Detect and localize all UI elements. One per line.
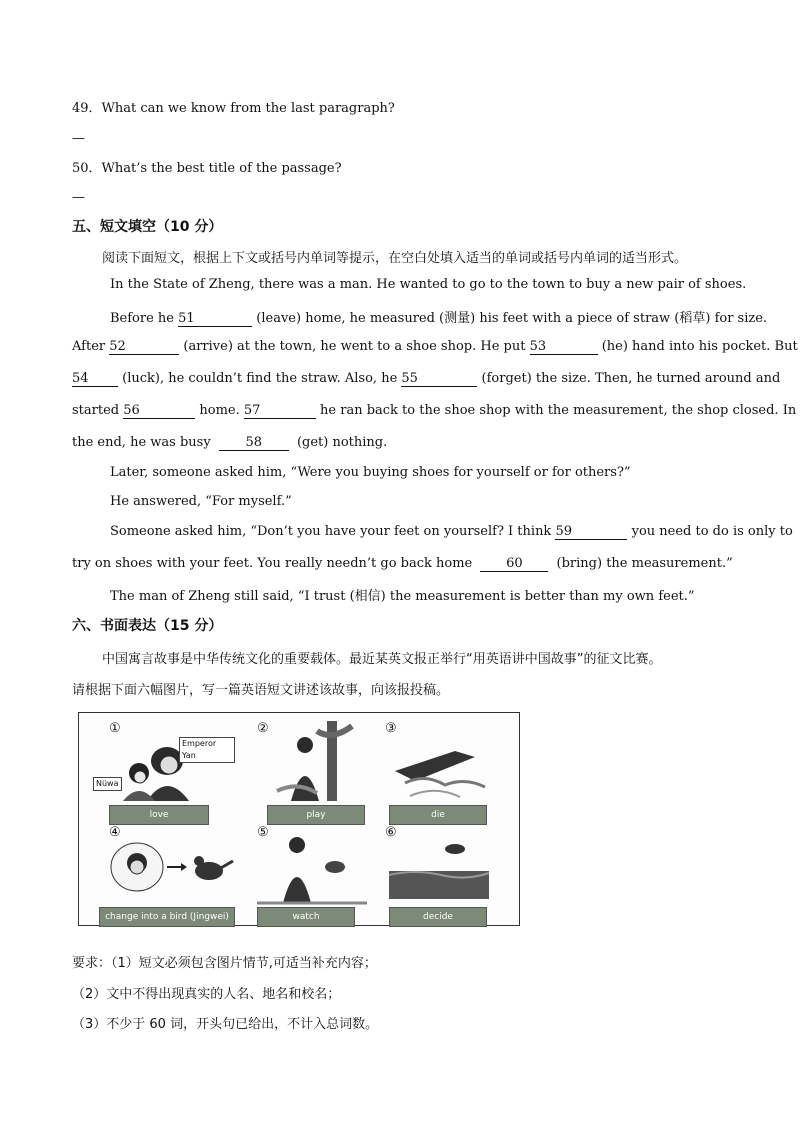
answer-line-50[interactable]: —	[72, 190, 85, 205]
caption-change-into-bird: change into a bird (Jingwei)	[99, 907, 235, 927]
panel-5: ⑤ watch	[257, 825, 383, 921]
section5-heading: 五、短文填空（10 分）	[72, 219, 223, 235]
panel-4: ④ change into a bird (Jingwei)	[109, 825, 235, 921]
passage-line-2: Before he 51 (leave) home, he measured (测量) his feet with a piece of straw (稻草) for size.	[110, 311, 768, 326]
caption-die: die	[389, 805, 487, 825]
blank-57[interactable]: 57	[244, 404, 316, 419]
panel-3: ③ die	[385, 721, 511, 817]
sea-filling-illustration	[385, 825, 495, 905]
passage-line-6: the end, he was busy 58 (get) nothing.	[72, 435, 388, 450]
blank-58[interactable]: 58	[219, 436, 289, 451]
section6-heading: 六、书面表达（15 分）	[72, 618, 223, 634]
girl-playing-illustration	[257, 721, 367, 803]
caption-love: love	[109, 805, 209, 825]
section5-instruction: 阅读下面短文，根据上下文或括号内单词等提示，在空白处填入适当的单词或括号内单词的适当形式。	[102, 251, 688, 266]
passage-para-answered: He answered, “For myself.”	[110, 494, 292, 509]
boat-sinking-illustration	[385, 721, 495, 803]
passage-line-4: 54 (luck), he couldn’t find the straw. Also, he 55 (forget) the size. Then, he turned around and	[72, 371, 781, 386]
blank-52[interactable]: 52	[109, 340, 179, 355]
requirement-3: （3）不少于 60 词，开头句已给出，不计入总词数。	[72, 1017, 379, 1032]
blank-51[interactable]: 51	[178, 312, 252, 327]
caption-play: play	[267, 805, 365, 825]
question-50: 50．What’s the best title of the passage?	[72, 161, 342, 176]
caption-watch: watch	[257, 907, 355, 927]
panel-1: ① Emperor Yan Nüwa love	[109, 721, 235, 817]
passage-para-1: In the State of Zheng, there was a man. He wanted to go to the town to buy a new pair of shoes.	[110, 277, 747, 292]
blank-54[interactable]: 54	[72, 372, 118, 387]
requirement-1: 要求：（1）短文必须包含图片情节,可适当补充内容；	[72, 956, 377, 971]
section6-intro-2: 请根据下面六幅图片，写一篇英语短文讲述该故事，向该报投稿。	[72, 683, 450, 698]
passage-line-9: Someone asked him, “Don’t you have your feet on yourself? I think 59 you need to do is only to	[110, 524, 793, 539]
caption-decide: decide	[389, 907, 487, 927]
passage-line-10: try on shoes with your feet. You really needn’t go back home 60 (bring) the measurement.”	[72, 556, 733, 571]
blank-55[interactable]: 55	[401, 372, 477, 387]
question-49: 49．What can we know from the last paragraph?	[72, 101, 395, 116]
panel-2: ② play	[257, 721, 383, 817]
section6-intro-1: 中国寓言故事是中华传统文化的重要载体。最近某英文报正举行“用英语讲中国故事”的征文比赛。	[102, 652, 662, 667]
girl-to-bird-illustration	[109, 825, 235, 905]
blank-59[interactable]: 59	[555, 525, 627, 540]
answer-line-49[interactable]: —	[72, 131, 85, 146]
story-picture-grid	[78, 712, 520, 926]
blank-60[interactable]: 60	[480, 557, 548, 572]
passage-line-3: After 52 (arrive) at the town, he went to a shoe shop. He put 53 (he) hand into his pocket. But	[72, 339, 798, 354]
blank-53[interactable]: 53	[530, 340, 598, 355]
passage-line-5: started 56 home. 57 he ran back to the shoe shop with the measurement, the shop closed. In	[72, 403, 797, 418]
panel-6: ⑥ decide	[385, 825, 511, 921]
requirement-2: （2）文中不得出现真实的人名、地名和校名；	[72, 987, 341, 1002]
passage-para-last: The man of Zheng still said, “I trust (相信) the measurement is better than my own feet.”	[110, 589, 695, 604]
emperor-watching-illustration	[257, 825, 367, 905]
blank-56[interactable]: 56	[123, 404, 195, 419]
passage-para-later: Later, someone asked him, “Were you buying shoes for yourself or for others?”	[110, 465, 631, 480]
